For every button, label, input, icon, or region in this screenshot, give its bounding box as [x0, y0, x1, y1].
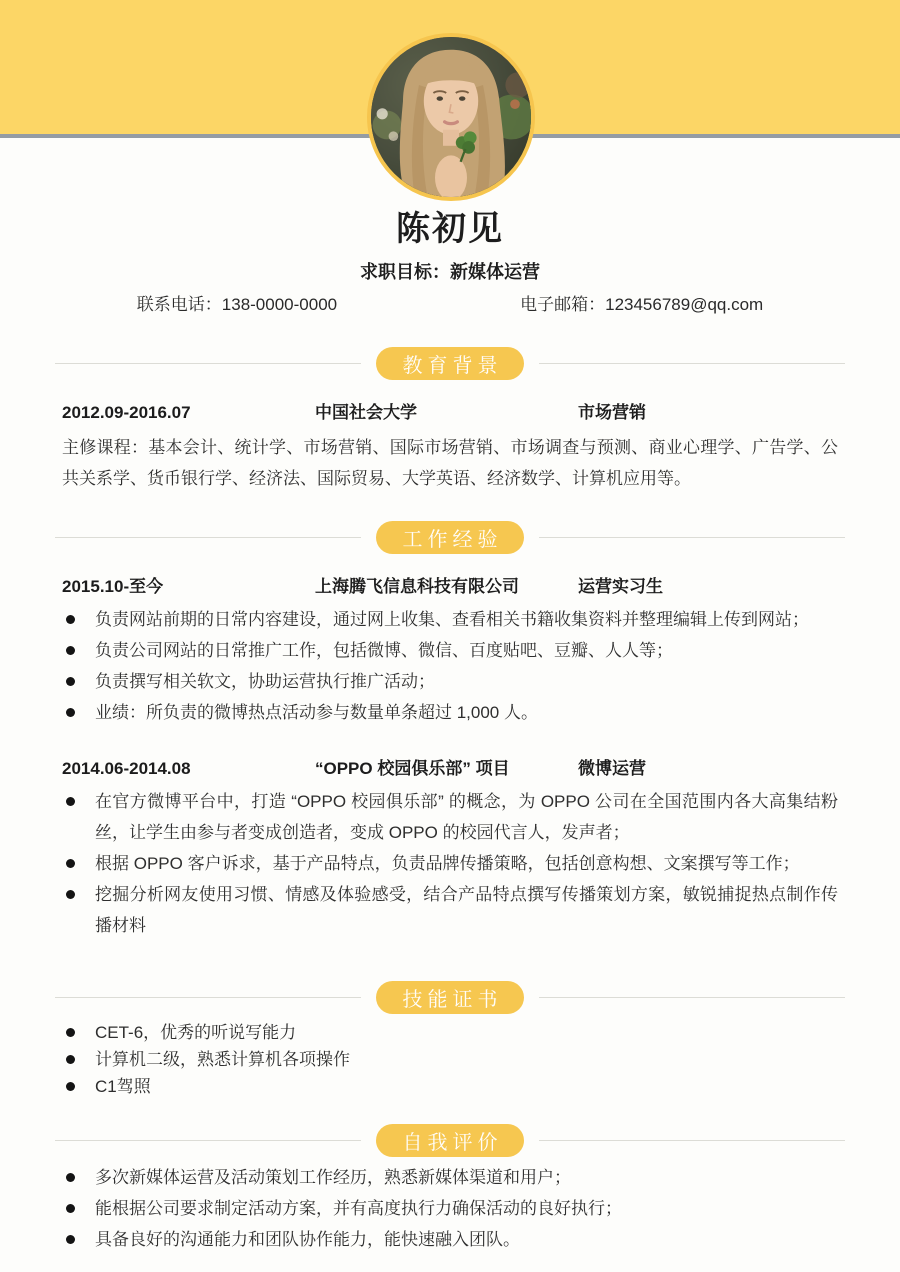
job-objective: 求职目标：新媒体运营 [360, 262, 540, 282]
job-role: 运营实习生 [578, 577, 663, 596]
job-org: 上海腾飞信息科技有限公司 [315, 577, 519, 596]
evaluation-item: 多次新媒体运营及活动策划工作经历，熟悉新媒体渠道和用户； [62, 1162, 838, 1193]
contact-row [0, 292, 900, 318]
job-bullet: 负责网站前期的日常内容建设，通过网上收集、查看相关书籍收集资料并整理编辑上传到网站； [62, 604, 838, 635]
job-bullet: 挖掘分析网友使用习惯、情感及体验感受，结合产品特点撰写传播策划方案，敏锐捕捉热点制作传播材料 [62, 879, 838, 941]
profile-photo [367, 33, 535, 201]
divider-line [55, 537, 361, 538]
education-section [0, 401, 900, 494]
education-entry-header [62, 401, 838, 425]
job-role: 微博运营 [578, 759, 646, 778]
job-bullet: 负责撰写相关软文，协助运营执行推广活动； [62, 666, 838, 697]
skill-item: CET-6，优秀的听说写能力 [62, 1019, 838, 1046]
divider-line [55, 363, 361, 364]
email-value: 123456789@qq.com [605, 295, 764, 314]
job-entry-header [62, 575, 838, 599]
job-bullet: 根据 OPPO 客户诉求，基于产品特点，负责品牌传播策略，包括创意构想、文案撰写等工作； [62, 848, 838, 879]
divider-line [55, 1140, 361, 1141]
job-bullet-list [62, 604, 838, 728]
divider-line [539, 537, 845, 538]
job-date: 2015.10-至今 [62, 577, 164, 596]
email-label: 电子邮箱： [520, 295, 606, 314]
divider-line [55, 997, 361, 998]
job-org: “OPPO 校园俱乐部” 项目 [315, 759, 510, 778]
work-section-header [55, 521, 845, 554]
skills-section [0, 1019, 900, 1100]
skill-item: 计算机二级，熟悉计算机各项操作 [62, 1046, 838, 1073]
divider-line [539, 1140, 845, 1141]
skills-title-pill: 技能证书 [376, 981, 524, 1014]
email-contact [520, 292, 763, 318]
job-date: 2014.06-2014.08 [62, 759, 191, 778]
divider-line [539, 363, 845, 364]
evaluation-list [62, 1162, 838, 1255]
education-courses: 主修课程：基本会计、统计学、市场营销、国际市场营销、市场调查与预测、商业心理学、广告学、公共关系学、货币银行学、经济法、国际贸易、大学英语、经济数学、计算机应用等。 [62, 438, 838, 488]
education-school: 中国社会大学 [315, 403, 417, 422]
job-bullet: 在官方微博平台中，打造 “OPPO 校园俱乐部” 的概念，为 OPPO 公司在全国范围内各大高集结粉丝，让学生由参与者变成创造者，变成 OPPO 的校园代言人，发声者； [62, 786, 838, 848]
evaluation-section [0, 1162, 900, 1255]
work-section [0, 575, 900, 941]
job-bullet: 负责公司网站的日常推广工作，包括微博、微信、百度贴吧、豆瓣、人人等； [62, 635, 838, 666]
work-title-pill: 工作经验 [376, 521, 524, 554]
job-bullet-list [62, 786, 838, 941]
phone-label: 联系电话： [136, 295, 222, 314]
job-bullet: 业绩：所负责的微博热点活动参与数量单条超过 1,000 人。 [62, 697, 838, 728]
evaluation-item: 能根据公司要求制定活动方案，并有高度执行力确保活动的良好执行； [62, 1193, 838, 1224]
skills-section-header [55, 981, 845, 1014]
portrait-illustration [371, 37, 531, 197]
skill-item: C1驾照 [62, 1073, 838, 1100]
education-major: 市场营销 [578, 403, 646, 422]
divider-line [539, 997, 845, 998]
evaluation-title-pill: 自我评价 [376, 1124, 524, 1157]
education-title-pill: 教育背景 [376, 347, 524, 380]
candidate-name: 陈初见 [396, 210, 504, 248]
education-section-header [55, 347, 845, 380]
skills-list [62, 1019, 838, 1100]
phone-contact [137, 292, 337, 318]
phone-value: 138-0000-0000 [221, 295, 338, 314]
education-date: 2012.09-2016.07 [62, 403, 191, 422]
job-entry-header [62, 757, 838, 781]
evaluation-section-header [55, 1124, 845, 1157]
evaluation-item: 具备良好的沟通能力和团队协作能力，能快速融入团队。 [62, 1224, 838, 1255]
